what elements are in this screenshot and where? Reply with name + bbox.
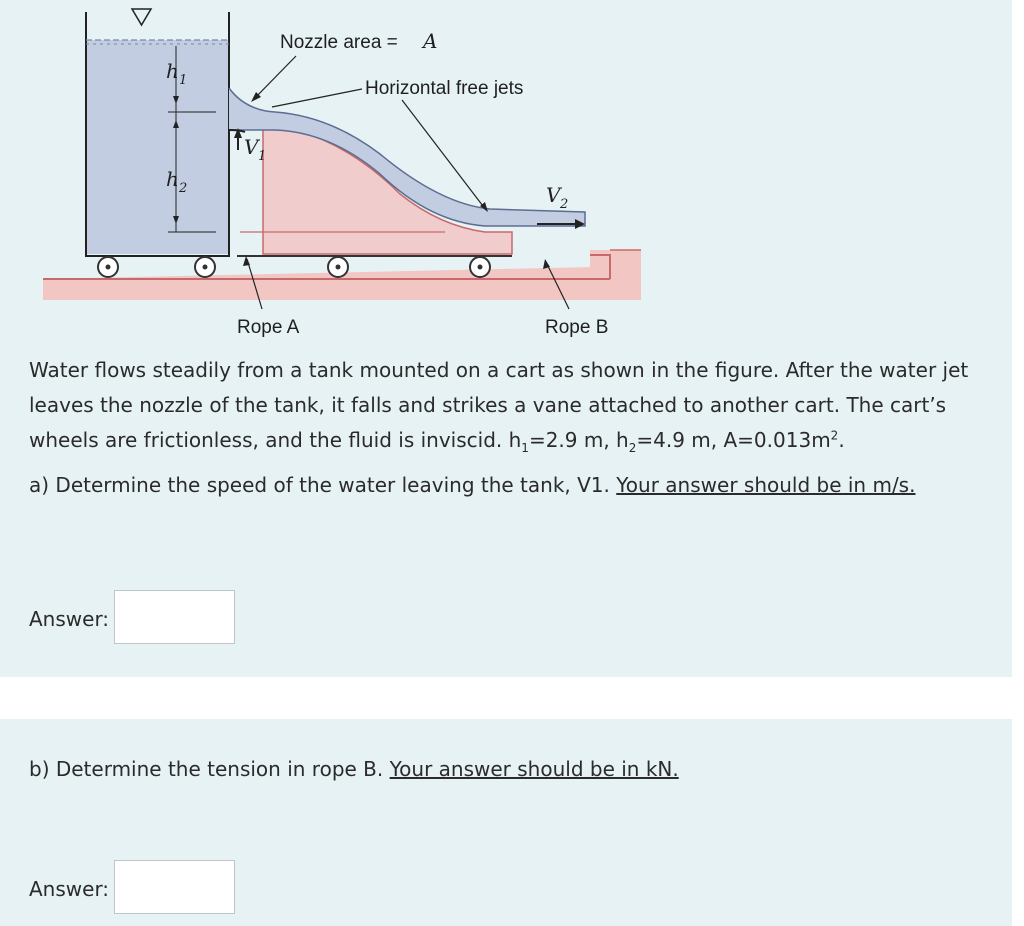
area-unit-superscript: 2 [830,428,839,443]
question-b-prompt [29,752,679,787]
question-a-body: Water flows steadily from a tank mounted on a cart as shown in the figure. After the water jet leaves the nozzle of the tank, it falls and strikes a vane attached to another cart. The cart’s wheels are frictionless, and the fluid is inviscid. h [29,358,969,452]
question-a-prompt [29,468,915,503]
answer-b-input[interactable] [114,860,235,914]
question-a-period: . [838,428,845,452]
h1-subscript: 1 [179,73,188,88]
h1-subscript-text: 1 [521,441,529,455]
answer-a-input[interactable] [114,590,235,644]
question-b-prompt-text: b) Determine the tension in rope B. [29,757,390,781]
rope-a-label: Rope A [237,317,300,338]
tank-water [86,40,229,254]
wheel [328,257,348,277]
ground-step [590,250,641,300]
question-b-unit-requirement: Your answer should be in kN. [389,757,679,781]
v1-label: V [244,135,259,159]
h1-label: h [166,59,179,83]
rope-b-label: Rope B [545,317,609,338]
question-a-unit-requirement: Your answer should be in m/s. [616,473,916,497]
question-a-values: =4.9 m, A=0.013m [636,428,831,452]
answer-b-label: Answer: [29,877,110,901]
question-panel-b [0,719,1012,926]
wheel [195,257,215,277]
h2-subscript: 2 [179,181,188,196]
tank-cart-figure [40,4,655,342]
ground-strip [43,279,610,300]
nozzle-area-symbol: A [423,29,438,53]
h2-label: h [166,167,179,191]
v1-subscript: 1 [258,149,267,164]
jets-label: Horizontal free jets [365,78,524,99]
h2-subscript-text: 2 [628,441,637,455]
question-a-h1-value: =2.9 m, h [528,428,629,452]
question-a-prompt-text: a) Determine the speed of the water leaving the tank, V1. [29,473,617,497]
wheel [470,257,490,277]
question-a-text [29,353,994,458]
answer-a-label: Answer: [29,607,110,631]
wheel [98,257,118,277]
nozzle-area-label: Nozzle area = [280,32,398,53]
v2-label: V [546,183,561,207]
vane-cart [263,122,512,254]
v2-subscript: 2 [560,197,569,212]
water-level-marker [132,9,151,25]
